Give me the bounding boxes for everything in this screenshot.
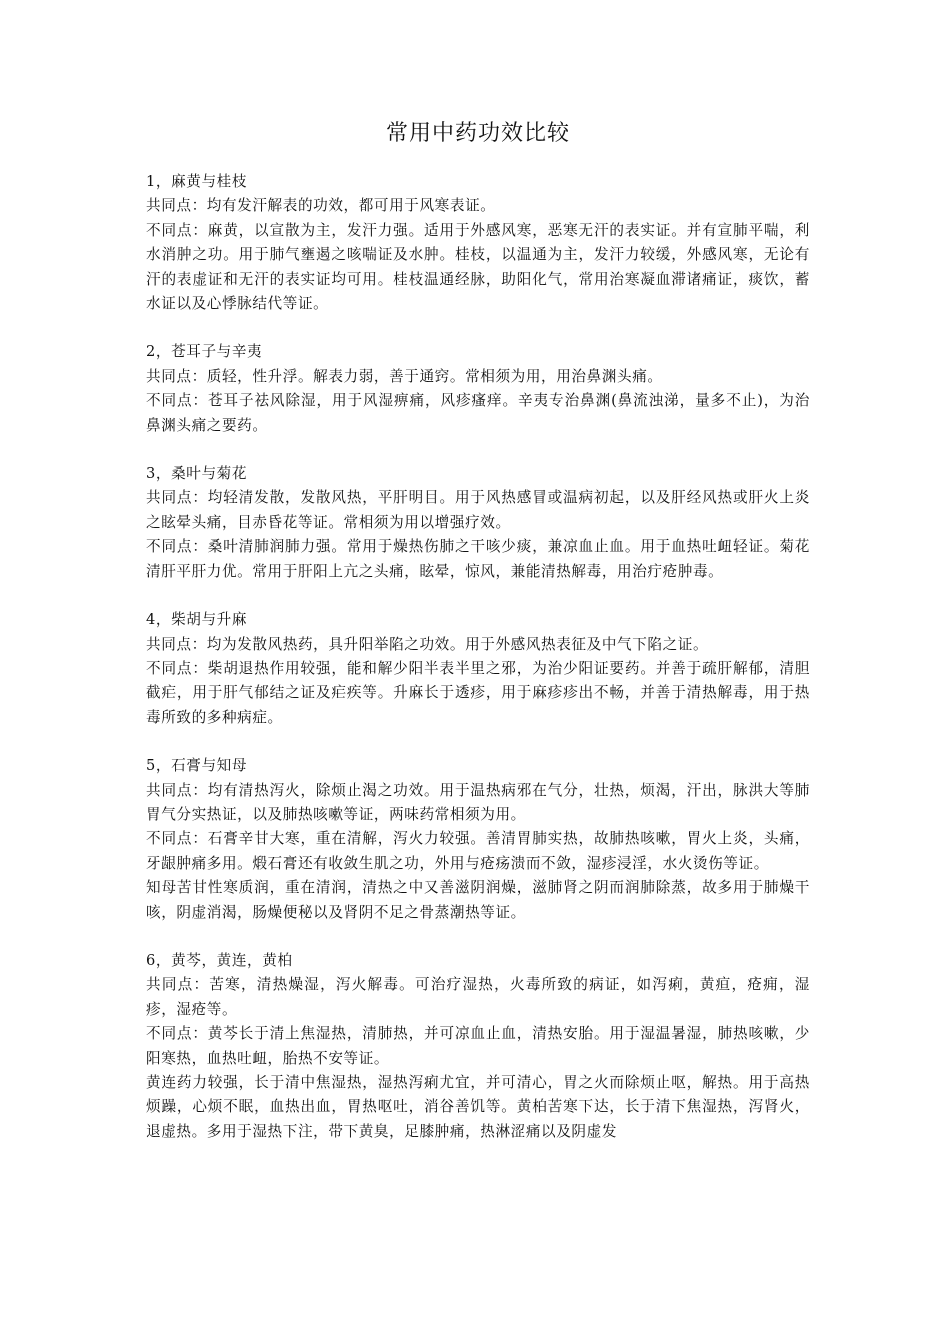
huanglian-huangbai-paragraph: 黄连药力较强，长于清中焦湿热，湿热泻痢尤宜，并可清心，胃之火而除烦止呕，解热。用于高热烦躁，心烦不眠，血热出血，胃热呕吐，消谷善饥等。黄柏苦寒下达，长于清下焦湿热，泻肾火，退虚热。多用于湿热下注，带下黄臭，足膝肿痛，热淋涩痛以及阴虚发 xyxy=(146,1074,810,1140)
differences-paragraph: 不同点：柴胡退热作用较强，能和解少阳半表半里之邪，为治少阳证要药。并善于疏肝解郁，清胆截疟，用于肝气郁结之证及疟疾等。升麻长于透疹，用于麻疹疹出不畅，并善于清热解毒，用于热毒所致的多种病症。 xyxy=(146,659,810,726)
common-points-paragraph: 共同点：均为发散风热药，具升阳举陷之功效。用于外感风热表征及中气下陷之证。 xyxy=(146,635,709,653)
document-title: 常用中药功效比较 xyxy=(385,121,570,146)
section-mahuang-guizhi xyxy=(146,170,810,316)
section-huangqin-huanglian-huangbai xyxy=(146,949,810,1144)
differences-paragraph: 不同点：麻黄，以宣散为主，发汗力强。适用于外感风寒，恶寒无汗的表实证。并有宣肺平喘，利水消肿之功。用于肺气壅遏之咳喘证及水肿。桂枝，以温通为主，发汗力较缓，外感风寒，无论有汗的表虚证和无汗的表实证均可用。桂枝温通经脉，助阳化气，常用治寒凝血滞诸痛证，痰饮，蓄水证以及心悸脉结代等证。 xyxy=(146,221,810,313)
section-heading: 2，苍耳子与辛夷 xyxy=(146,343,263,361)
common-points-paragraph: 共同点：均轻清发散，发散风热，平肝明目。用于风热感冒或温病初起，以及肝经风热或肝火上炎之眩晕头痛，目赤昏花等证。常相须为用以增强疗效。 xyxy=(146,489,810,531)
section-heading: 3，桑叶与菊花 xyxy=(146,465,248,483)
section-sangye-juhua xyxy=(146,462,810,584)
document-page xyxy=(146,118,810,1168)
common-points-paragraph: 共同点：均有清热泻火，除烦止渴之功效。用于温热病邪在气分，壮热，烦渴，汗出，脉洪大等肺胃气分实热证，以及肺热咳嗽等证，两味药常相须为用。 xyxy=(146,781,810,823)
section-cangerzi-xinyi xyxy=(146,340,810,438)
section-chaihu-shengma xyxy=(146,608,810,730)
differences-paragraph: 不同点：石膏辛甘大寒，重在清解，泻火力较强。善清胃肺实热，故肺热咳嗽，胃火上炎，头痛，牙龈肿痛多用。煅石膏还有收敛生肌之功，外用与疮疡溃而不敛，湿疹浸淫，水火烫伤等证。 xyxy=(146,830,810,872)
common-points-paragraph: 共同点：质轻，性升浮。解表力弱，善于通窍。常相须为用，用治鼻渊头痛。 xyxy=(146,367,663,385)
zhimu-paragraph: 知母苦甘性寒质润，重在清润，清热之中又善滋阴润燥，滋肺肾之阴而润肺除蒸，故多用于肺燥干咳，阴虚消渴，肠燥便秘以及肾阴不足之骨蒸潮热等证。 xyxy=(146,879,810,921)
section-heading: 5，石膏与知母 xyxy=(146,757,248,775)
common-points-paragraph: 共同点：苦寒，清热燥湿，泻火解毒。可治疗湿热，火毒所致的病证，如泻痢，黄疸，疮痈，湿疹，湿疮等。 xyxy=(146,976,810,1018)
common-points-paragraph: 共同点：均有发汗解表的功效，都可用于风寒表证。 xyxy=(146,197,496,215)
section-heading: 6，黄芩，黄连，黄柏 xyxy=(146,951,293,969)
section-heading: 4，柴胡与升麻 xyxy=(146,611,248,629)
differences-paragraph: 不同点：桑叶清肺润肺力强。常用于燥热伤肺之干咳少痰，兼凉血止血。用于血热吐衄轻证。菊花清肝平肝力优。常用于肝阳上亢之头痛，眩晕，惊风，兼能清热解毒，用治疔疮肿毒。 xyxy=(146,538,810,580)
differences-paragraph: 不同点：黄芩长于清上焦湿热，清肺热，并可凉血止血，清热安胎。用于湿温暑湿，肺热咳嗽，少阳寒热，血热吐衄，胎热不安等证。 xyxy=(146,1025,810,1067)
differences-paragraph: 不同点：苍耳子祛风除湿，用于风湿痹痛，风疹瘙痒。辛夷专治鼻渊(鼻流浊涕，量多不止)，为治鼻渊头痛之要药。 xyxy=(146,392,810,434)
section-shigao-zhimu xyxy=(146,754,810,925)
section-heading: 1，麻黄与桂枝 xyxy=(146,173,248,190)
